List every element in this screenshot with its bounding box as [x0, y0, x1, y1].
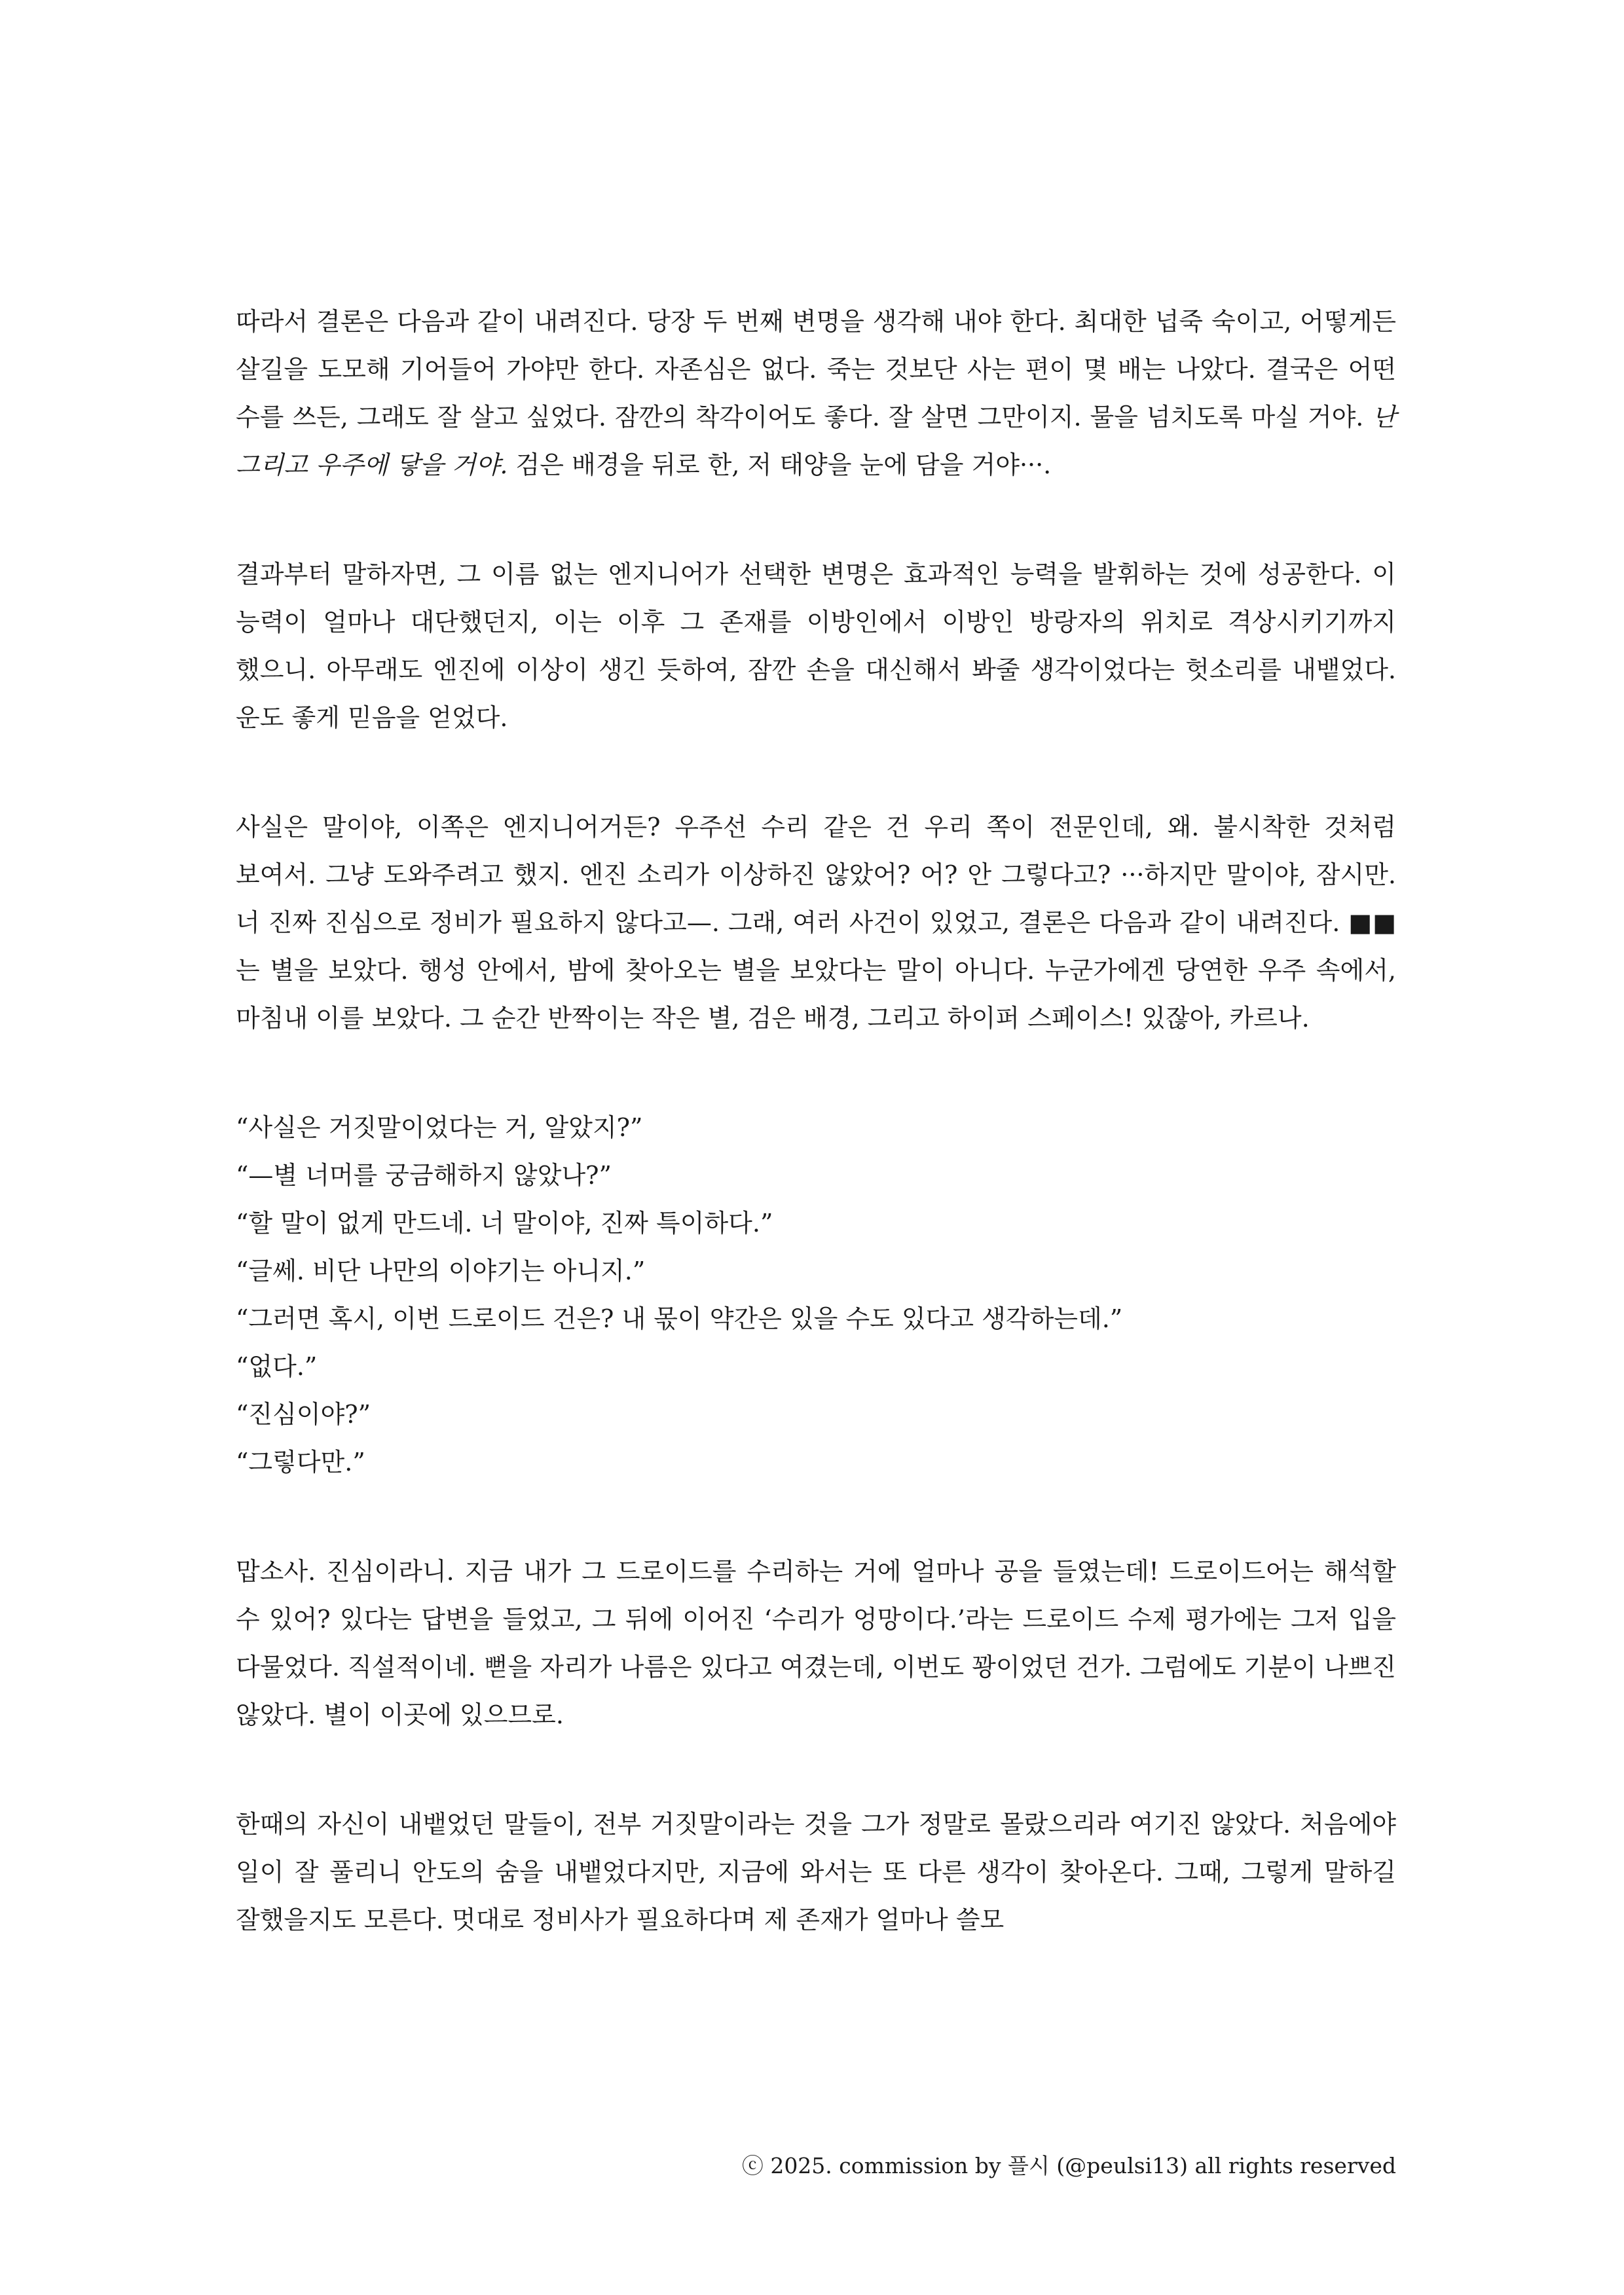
paragraph-1-italic-text: 난 그리고 우주에 닿을 거야. — [236, 403, 1396, 479]
copyright-footer: ⓒ 2025. commission by 플시 (@peulsi13) all rights reserved — [741, 2153, 1396, 2178]
dialogue-line: “없다.” — [236, 1352, 318, 1381]
paragraph-3 — [236, 803, 1396, 1042]
dialogue-line: “진심이야?” — [236, 1400, 371, 1429]
paragraph-1-text-end: 검은 배경을 뒤로 한, 저 태양을 눈에 담을 거야···. — [507, 450, 1052, 479]
dialogue-block — [236, 1104, 1396, 1486]
dialogue-line: “그러면 혹시, 이번 드로이드 건은? 내 몫이 약간은 있을 수도 있다고 생각하는데.” — [236, 1304, 1123, 1333]
document-body — [236, 298, 1396, 2006]
dialogue-line: “사실은 거짓말이었다는 거, 알았지?” — [236, 1113, 643, 1142]
paragraph-2 — [236, 551, 1396, 742]
paragraph-4: 맙소사. 진심이라니. 지금 내가 그 드로이드를 수리하는 거에 얼마나 공을 들였는데! 드로이드어는 해석할 수 있어? 있다는 답변을 들었고, 그 뒤에 이어진 ‘수리가 엉망이다.’라는 드로이드 수제 평가에는 그저 입을 다물었다. 직설적이네. 뻗을 자리가 나름은 있다고 여겼는데, 이번도 꽝이었던 건가. 그럼에도 기분이 나쁘진 않았다. 별이 이곳에 있으므로. — [236, 1557, 1396, 1729]
paragraph-2-text: 결과부터 말하자면, 그 이름 없는 엔지니어가 선택한 변명은 효과적인 능력을 발휘하는 것에 성공한다. 이 능력이 얼마나 대단했던지, 이는 이후 그 존재를 이방인에서 이방인 방랑자의 위치로 격상시키기까지 했으니. 아무래도 엔진에 이상이 생긴 듯하여, 잠깐 손을 대신해서 봐줄 생각이었다는 헛소리를 내뱉었다. 운도 좋게 믿음을 얻었다. — [236, 560, 1396, 732]
dialogue-line: “글쎄. 비단 나만의 이야기는 아니지.” — [236, 1257, 646, 1285]
paragraph-1-text-start: 따라서 결론은 다음과 같이 내려진다. 당장 두 번째 변명을 생각해 내야 한다. 최대한 넙죽 숙이고, 어떻게든 살길을 도모해 기어들어 가야만 한다. 자존심은 없다. 죽는 것보단 사는 편이 몇 배는 나았다. 결국은 어떤 수를 쓰든, 그래도 잘 살고 싶었다. 잠깐의 착각이어도 좋다. 잘 살면 그만이지. 물을 넘치도록 마실 거야. — [236, 307, 1396, 431]
paragraph-1 — [236, 298, 1396, 489]
paragraph-3-text: 사실은 말이야, 이쪽은 엔지니어거든? 우주선 수리 같은 건 우리 쪽이 전문인데, 왜. 불시착한 것처럼 보여서. 그냥 도와주려고 했지. 엔진 소리가 이상하진 않았어? 어? 안 그렇다고? ···하지만 말이야, 잠시만. 너 진짜 진심으로 정비가 필요하지 않다고—. 그래, 여러 사건이 있었고, 결론은 다음과 같이 내려진다. ■■는 별을 보았다. 행성 안에서, 밤에 찾아오는 별을 보았다는 말이 아니다. 누군가에겐 당연한 우주 속에서, 마침내 이를 보았다. 그 순간 반짝이는 작은 별, 검은 배경, 그리고 하이퍼 스페이스! 있잖아, 카르나. — [236, 813, 1396, 1033]
paragraph-5: 한때의 자신이 내뱉었던 말들이, 전부 거짓말이라는 것을 그가 정말로 몰랐으리라 여기진 않았다. 처음에야 일이 잘 풀리니 안도의 숨을 내뱉었다지만, 지금에 와서는 또 다른 생각이 찾아온다. 그때, 그렇게 말하길 잘했을지도 모른다. 멋대로 정비사가 필요하다며 제 존재가 얼마나 쓸모 — [236, 1810, 1396, 1934]
dialogue-line: “—별 너머를 궁금해하지 않았나?” — [236, 1161, 612, 1190]
dialogue-line: “그렇다만.” — [236, 1448, 365, 1477]
dialogue-line: “할 말이 없게 만드네. 너 말이야, 진짜 특이하다.” — [236, 1209, 773, 1238]
